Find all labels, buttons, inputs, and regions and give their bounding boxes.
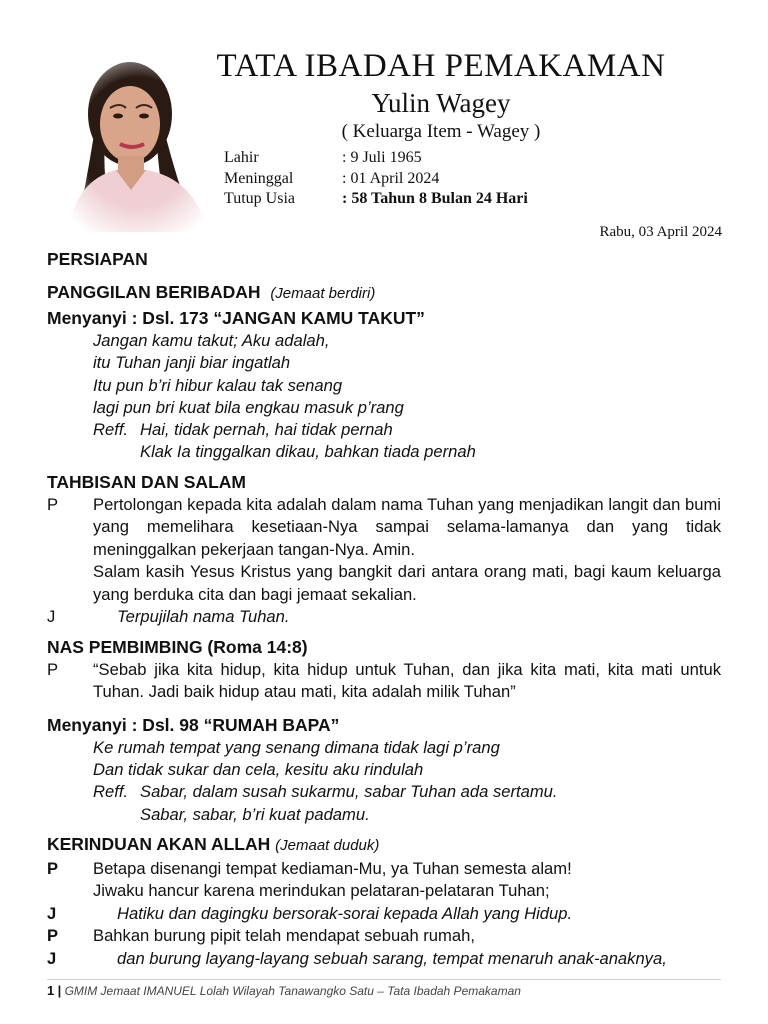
speaker-label: J — [47, 948, 57, 968]
tahbisan-pastor-line — [47, 494, 721, 607]
song-1-reff-line: Hai, tidak pernah, hai tidak pernah — [140, 420, 393, 440]
congregation-response: Hatiku dan dagingku bersorak-sorai kepada Allah yang Hidup. — [117, 903, 573, 923]
death-label: Meninggal — [224, 170, 294, 187]
section-panggilan-note: (Jemaat berdiri) — [270, 285, 376, 302]
song-2-reff-line: Sabar, dalam susah sukarmu, sabar Tuhan ada sertamu. — [140, 782, 558, 802]
salam-text: Salam kasih Yesus Kristus yang bangkit dari antara orang mati, bagi kaum keluarga yang berduka cita dan bagi jemaat sekalian. — [93, 562, 721, 604]
song-2-reff-line: Sabar, sabar, b’ri kuat padamu. — [140, 804, 370, 824]
tahbisan-text: Pertolongan kepada kita adalah dalam nama Tuhan yang menjadikan langit dan bumi yang memelihara kesetiaan-Nya sampai selama-lamanya dan yang tidak meninggalkan pekerjaan tangan-Nya. Amin. — [93, 494, 721, 559]
section-persiapan: PERSIAPAN — [47, 249, 148, 269]
age-label: Tutup Usia — [224, 190, 295, 207]
kerinduan-congregation-line — [47, 903, 721, 926]
speaker-label: P — [47, 858, 59, 878]
liturgy-content — [47, 247, 721, 970]
song-1-title: Menyanyi : Dsl. 173 “JANGAN KAMU TAKUT” — [47, 308, 425, 328]
song-2-line: Ke rumah tempat yang senang dimana tidak lagi p’rang — [93, 737, 500, 757]
nas-text: “Sebab jika kita hidup, kita hidup untuk Tuhan, dan jika kita mati, kita mati untuk Tuhan. Jadi baik hidup atau mati, kita adalah milik Tuhan” — [93, 659, 721, 702]
deceased-name: Yulin Wagey — [371, 88, 511, 118]
death-info — [224, 169, 439, 189]
song-2-reff-label: Reff. — [93, 782, 129, 802]
footer-text: GMIM Jemaat IMANUEL Lolah Wilayah Tanawangko Satu – Tata Ibadah Pemakaman — [64, 984, 521, 998]
song-1-line: Jangan kamu takut; Aku adalah, — [93, 331, 330, 350]
congregation-response: dan burung layang-layang sebuah sarang, tempat menaruh anak-anaknya, — [117, 948, 667, 968]
kerinduan-pastor-line — [47, 925, 721, 948]
family-name: ( Keluarga Item - Wagey ) — [341, 121, 541, 142]
song-1-reff-label: Reff. — [93, 420, 129, 440]
footer-separator: | — [57, 983, 62, 998]
birth-info — [224, 148, 422, 168]
speaker-label: J — [47, 903, 57, 923]
song-2-reff — [93, 781, 721, 803]
page-footer — [47, 979, 721, 998]
age-info — [224, 189, 528, 209]
section-kerinduan-note: (Jemaat duduk) — [275, 836, 380, 854]
section-nas-pembimbing: NAS PEMBIMBING (Roma 14:8) — [47, 636, 308, 657]
section-panggilan-beribadah — [47, 280, 721, 306]
speaker-label: P — [47, 494, 59, 514]
kerinduan-congregation-line — [47, 948, 721, 971]
tahbisan-congregation-line — [47, 606, 721, 629]
birth-value: : 9 Juli 1965 — [342, 149, 422, 166]
song-1-lyrics — [47, 330, 721, 464]
service-date: Rabu, 03 April 2024 — [599, 224, 722, 240]
song-1-reff-line: Klak Ia tinggalkan dikau, bahkan tiada pernah — [140, 442, 476, 462]
age-value: : 58 Tahun 8 Bulan 24 Hari — [342, 190, 528, 207]
kerinduan-text: Bahkan burung pipit telah mendapat sebuah rumah, — [93, 926, 475, 946]
kerinduan-text: Betapa disenangi tempat kediaman-Mu, ya Tuhan semesta alam! — [93, 858, 572, 878]
death-value: : 01 April 2024 — [342, 170, 440, 187]
song-2-title: Menyanyi : Dsl. 98 “RUMAH BAPA” — [47, 714, 340, 735]
congregation-response: Terpujilah nama Tuhan. — [117, 607, 290, 627]
speaker-label: P — [47, 926, 59, 946]
song-1-line: lagi pun bri kuat bila engkau masuk p’rang — [93, 397, 404, 417]
birth-label: Lahir — [224, 149, 259, 166]
kerinduan-text: Jiwaku hancur karena merindukan pelataran-pelataran Tuhan; — [93, 881, 550, 901]
speaker-label: J — [47, 607, 56, 627]
kerinduan-pastor-line — [47, 858, 721, 903]
section-panggilan-title: PANGGILAN BERIBADAH — [47, 282, 261, 302]
song-2-lyrics — [47, 737, 721, 826]
page-number: 1 — [47, 983, 55, 998]
song-2-line: Dan tidak sukar dan cela, kesitu aku rindulah — [93, 760, 424, 780]
section-kerinduan-title: KERINDUAN AKAN ALLAH — [47, 833, 271, 854]
speaker-label: P — [47, 659, 59, 679]
song-1-line: Itu pun b’ri hibur kalau tak senang — [93, 375, 343, 395]
song-1-line: itu Tuhan janji biar ingatlah — [93, 353, 291, 373]
section-tahbisan: TAHBISAN DAN SALAM — [47, 471, 246, 492]
nas-pastor-line — [47, 659, 721, 704]
song-1-reff — [93, 419, 721, 441]
document-title: TATA IBADAH PEMAKAMAN — [216, 48, 666, 84]
section-kerinduan — [47, 832, 721, 858]
